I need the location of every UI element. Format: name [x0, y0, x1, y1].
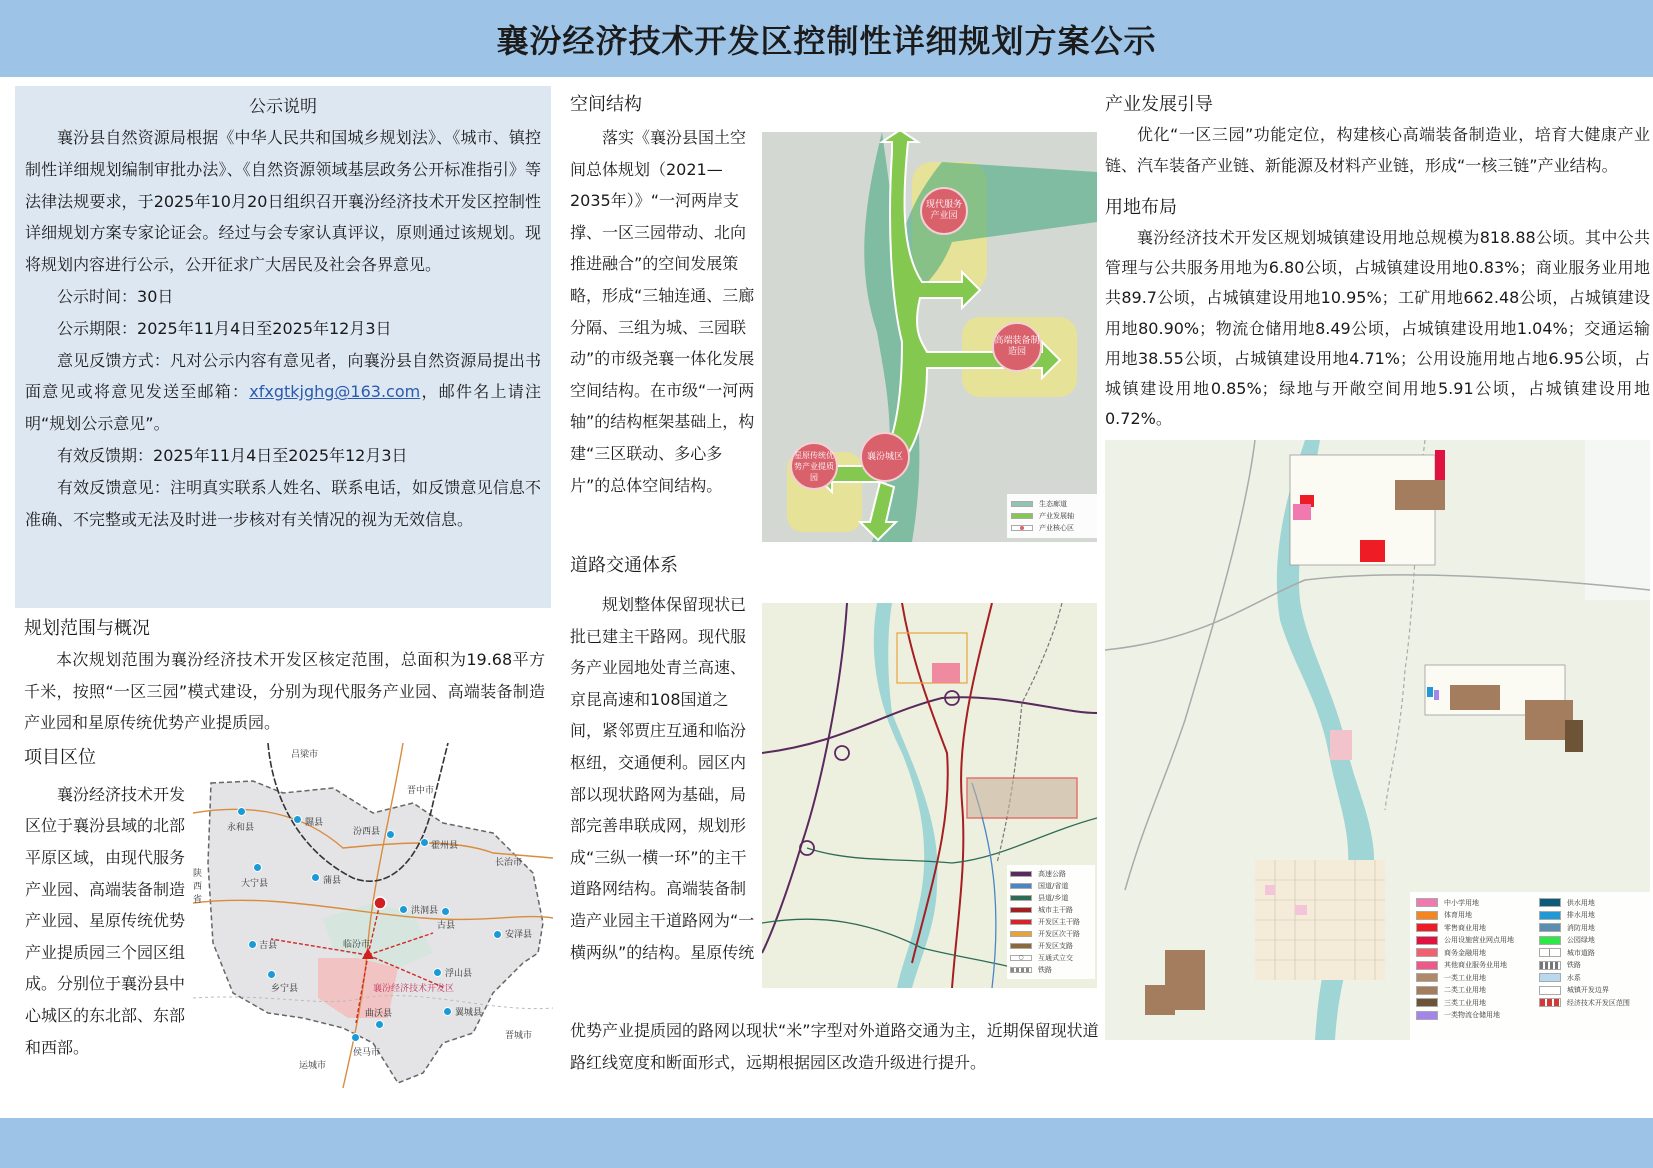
legend-swatch — [1010, 883, 1032, 889]
email-link[interactable]: xfxgtkjghg@163.com — [249, 382, 421, 402]
county-label: 吉县 — [259, 940, 278, 951]
city-label: 吕梁市 — [291, 749, 319, 760]
landuse-title: 用地布局 — [1105, 197, 1177, 218]
notice-title: 公示说明 — [249, 97, 317, 117]
scope-section — [15, 614, 545, 739]
legend-label: 体育用地 — [1444, 911, 1472, 920]
county-label: 安泽县 — [505, 929, 533, 940]
location-section — [15, 743, 552, 1088]
legend-item — [1416, 996, 1529, 1009]
legend-item — [1011, 498, 1093, 510]
legend-label: 开发区次干路 — [1038, 930, 1080, 938]
legend-label: 消防用地 — [1566, 923, 1595, 932]
county-label: 浮山县 — [445, 968, 473, 979]
legend-item — [1416, 934, 1529, 947]
notice-valid-opinion: 有效反馈意见：注明真实联系人姓名、联系电话，如反馈意见信息不准确、不完整或无法及时进一步核对有关情况的视为无效信息。 — [25, 477, 541, 529]
county-dot — [237, 807, 246, 816]
legend-label: 城市道路 — [1566, 948, 1595, 957]
legend-swatch — [1416, 923, 1438, 932]
landuse-text: 襄汾经济技术开发区规划城镇建设用地总规模为818.88公顷。其中公共管理与公共服务用地为6.80公顷，占城镇建设用地0.83%；商业服务业用地共89.7公顷，占城镇建设用地10.95%；工矿用地662.48公顷，占城镇建设用地80.90%；物流仓储用地8.49公顷，占城镇建设用地1.04%；交通运输用地38.55公顷，占城镇建设用地4.71%；公用设施用地占地6.95公顷，占城镇建设用地0.85%；绿地与开敞空间用地5.91公顷，占城镇建设用地0.72%。 — [1105, 228, 1650, 429]
county-dot — [293, 815, 302, 824]
right-column — [1105, 86, 1650, 1040]
city-label-linfen: 临汾市 — [343, 939, 371, 950]
industry-text: 优化“一区三园”功能定位，构建核心高端装备制造业，培育大健康产业链、汽车装备产业链、新能源及材料产业链，形成“一核三链”产业结构。 — [1105, 125, 1650, 175]
legend-swatch — [1011, 525, 1033, 531]
legend-swatch — [1416, 898, 1438, 907]
legend-item — [1416, 959, 1529, 972]
legend-item — [1416, 896, 1529, 909]
legend-label: 三类工业用地 — [1444, 998, 1486, 1007]
legend-label: 生态廊道 — [1039, 500, 1067, 508]
legend-label: 其他商业服务业用地 — [1444, 961, 1507, 970]
location-map-graphic — [193, 743, 553, 1088]
county-dot — [443, 1007, 452, 1016]
road-network-map — [762, 603, 1097, 988]
industry-section — [1105, 90, 1650, 181]
city-road-icon — [1539, 948, 1561, 957]
county-dot — [267, 970, 276, 979]
road-text-side: 规划整体保留现状已批已建主干路网。现代服务产业园地处青兰高速、京昆高速和108国道之间，紧邻贾庄互通和临汾枢纽，交通便利。园区内部以现状路网为基础，局部完善串联成网，规划形成“三纵一横一环”的主干道路网结构。高端装备制造产业园主干道路网为“一横两纵”的结构。星原传统 — [570, 595, 755, 962]
railway-icon — [1539, 961, 1561, 970]
legend-item — [1539, 996, 1644, 1009]
legend-item — [1010, 916, 1092, 928]
location-map — [193, 743, 553, 1088]
landuse-legend-left — [1416, 896, 1529, 1036]
county-label: 隰县 — [305, 817, 324, 828]
county-label: 曲沃县 — [365, 1008, 393, 1019]
road-text-bottom: 优势产业提质园的路网以现状“米”字型对外道路交通为主，近期保留现状道路红线宽度和断面形式，远期根据园区改造升级进行提升。 — [570, 1021, 1099, 1072]
legend-swatch — [1010, 907, 1032, 913]
legend-item — [1010, 928, 1092, 940]
legend-item — [1011, 522, 1093, 534]
legend-swatch — [1539, 936, 1561, 945]
county-label: 大宁县 — [241, 878, 269, 889]
legend-label: 县道/乡道 — [1038, 894, 1069, 902]
city-label: 晋中市 — [407, 785, 435, 796]
interchange-icon: ○ — [1010, 955, 1032, 961]
county-dot — [420, 838, 429, 847]
legend-label: 经济技术开发区范围 — [1566, 998, 1630, 1007]
legend-item — [1010, 868, 1092, 880]
legend-swatch — [1010, 871, 1032, 877]
legend-swatch — [1416, 911, 1438, 920]
legend-swatch — [1416, 936, 1438, 945]
notice-duration — [25, 281, 541, 313]
legend-swatch — [1416, 961, 1438, 970]
landuse-legend-right — [1539, 896, 1644, 1036]
road-legend — [1007, 865, 1095, 979]
legend-item — [1010, 904, 1092, 916]
legend-label: 商务金融用地 — [1444, 948, 1486, 957]
legend-label: 公用设施营业网点用地 — [1444, 936, 1514, 945]
valid-period-value: 2025年11月4日至2025年12月3日 — [153, 445, 408, 465]
landuse-map — [1105, 440, 1650, 1040]
left-column — [15, 86, 552, 1088]
road-title: 道路交通体系 — [570, 555, 678, 576]
legend-label: 一类工业用地 — [1444, 973, 1486, 982]
legend-item — [1010, 940, 1092, 952]
road-section — [560, 551, 1100, 1081]
legend-item — [1416, 971, 1529, 984]
legend-swatch — [1539, 911, 1561, 920]
county-dot — [248, 940, 257, 949]
scope-title: 规划范围与概况 — [24, 618, 150, 639]
legend-swatch — [1416, 986, 1438, 995]
legend-swatch — [1010, 919, 1032, 925]
legend-label: 供水用地 — [1566, 898, 1595, 907]
legend-label: 水系 — [1566, 973, 1581, 982]
legend-label: 公园绿地 — [1566, 936, 1595, 945]
notice-paragraph: 襄汾县自然资源局根据《中华人民共和国城乡规划法》、《城市、镇控制性详细规划编制审批办法》、《自然资源领域基层政务公开标准指引》等法律法规要求，于2025年10月20日组织召开襄汾经济技术开发区控制性详细规划方案专家论证会。经过与会专家认真评议，原则通过该规划。现将规划内容进行公示，公开征求广大居民及社会各界意见。 — [25, 128, 541, 275]
county-dot — [399, 905, 408, 914]
legend-label: 高速公路 — [1038, 870, 1066, 878]
legend-item — [1539, 984, 1644, 997]
county-dot — [441, 907, 450, 916]
legend-label: 产业发展轴 — [1039, 512, 1074, 520]
node-high-end-equipment-park: 高端装备制造园 — [992, 322, 1042, 372]
valid-period-label: 有效反馈期： — [57, 445, 154, 465]
county-label: 翼城县 — [455, 1007, 483, 1018]
legend-label: 产业核心区 — [1039, 524, 1074, 532]
devzone-boundary-icon — [1539, 998, 1561, 1007]
legend-swatch — [1011, 513, 1033, 519]
county-dot — [386, 830, 395, 839]
city-label: 运城市 — [299, 1060, 327, 1071]
notice-period — [25, 313, 541, 345]
notice-valid-period — [25, 440, 541, 472]
location-title: 项目区位 — [24, 746, 96, 768]
county-dot — [351, 1033, 360, 1042]
county-label: 蒲县 — [323, 875, 342, 886]
legend-label: 一类物流仓储用地 — [1444, 1011, 1500, 1020]
legend-item — [1416, 909, 1529, 922]
city-label: 长治市 — [495, 857, 523, 868]
page-footer-band — [0, 1118, 1653, 1168]
legend-item — [1416, 921, 1529, 934]
legend-label: 排水用地 — [1566, 911, 1595, 920]
legend-item — [1010, 952, 1092, 964]
legend-label: 二类工业用地 — [1444, 986, 1486, 995]
county-label: 霍州县 — [431, 840, 459, 851]
county-label: 侯马市 — [353, 1047, 381, 1058]
boundary-icon — [1539, 986, 1561, 995]
legend-item — [1416, 984, 1529, 997]
page-header — [0, 0, 1653, 77]
legend-label: 开发区主干路 — [1038, 918, 1080, 926]
page-title: 襄汾经济技术开发区控制性详细规划方案公示 — [496, 21, 1157, 60]
location-text: 襄汾经济技术开发区位于襄汾县域的北部平原区域，由现代服务产业园、高端装备制造产业园、星原传统优势产业提质园三个园区组成。分别位于襄汾县中心城区的东北部、东部和西部。 — [25, 784, 186, 1057]
water-icon — [1539, 973, 1561, 982]
node-xiangfen-urban-area: 襄汾城区 — [860, 432, 910, 482]
legend-item — [1010, 892, 1092, 904]
legend-item — [1539, 896, 1644, 909]
middle-column — [560, 86, 1100, 1081]
industry-title: 产业发展引导 — [1105, 94, 1213, 115]
legend-label: 铁路 — [1038, 966, 1052, 974]
county-dot — [375, 1020, 384, 1029]
notice-feedback-method — [25, 345, 541, 440]
node-modern-service-park: 现代服务产业园 — [920, 187, 968, 235]
legend-swatch — [1416, 948, 1438, 957]
province-label: 陕西省 — [193, 868, 203, 905]
devzone-label: 襄汾经济技术开发区 — [373, 983, 455, 994]
legend-item — [1011, 510, 1093, 522]
legend-label: 铁路 — [1566, 961, 1581, 970]
landuse-legend — [1410, 892, 1650, 1040]
legend-swatch — [1011, 501, 1033, 507]
spatial-section — [560, 86, 1100, 551]
legend-label: 国道/省道 — [1038, 882, 1069, 890]
legend-label: 零售商业用地 — [1444, 923, 1486, 932]
legend-swatch — [1416, 998, 1438, 1007]
county-label: 乡宁县 — [271, 983, 299, 994]
notice-box — [15, 86, 551, 608]
duration-value: 30日 — [137, 286, 174, 306]
spatial-title: 空间结构 — [570, 94, 642, 115]
county-label: 永和县 — [227, 822, 255, 833]
landuse-section — [1105, 193, 1650, 434]
legend-item — [1010, 964, 1092, 976]
legend-label: 开发区支路 — [1038, 942, 1073, 950]
legend-swatch — [1539, 898, 1561, 907]
legend-label: 城镇开发边界 — [1566, 986, 1609, 995]
legend-item — [1539, 909, 1644, 922]
county-dot — [433, 968, 442, 977]
county-dot — [493, 930, 502, 939]
legend-item — [1539, 959, 1644, 972]
spatial-text: 落实《襄汾县国土空间总体规划（2021—2035年）》“一河两岸支撑、一区三园带动、北向推进融合”的空间发展策略，形成“三轴连通、三廊分隔、三组为城、三园联动”的市级尧襄一体化发展空间结构。在市级“一河两轴”的结构框架基础上，构建“三区联动、多心多片”的总体空间结构。 — [570, 128, 755, 495]
county-dot — [311, 873, 320, 882]
legend-item — [1539, 934, 1644, 947]
railway-icon — [1010, 967, 1032, 973]
scope-text: 本次规划范围为襄汾经济技术开发区核定范围，总面积为19.68平方千米，按照“一区三园”模式建设，分别为现代服务产业园、高端装备制造产业园和星原传统优势产业提质园。 — [24, 650, 545, 733]
legend-swatch — [1539, 923, 1561, 932]
legend-label: 城市主干路 — [1038, 906, 1073, 914]
legend-item — [1416, 946, 1529, 959]
legend-swatch — [1416, 1011, 1438, 1020]
legend-swatch — [1010, 895, 1032, 901]
period-value: 2025年11月4日至2025年12月3日 — [137, 318, 392, 338]
legend-item — [1539, 971, 1644, 984]
legend-item — [1010, 880, 1092, 892]
county-label: 古县 — [437, 920, 456, 931]
legend-swatch — [1416, 973, 1438, 982]
node-xingyuan-park: 星原传统优势产业提质园 — [790, 442, 838, 490]
legend-swatch — [1010, 931, 1032, 937]
legend-swatch — [1010, 943, 1032, 949]
county-dot — [253, 863, 262, 872]
legend-label: 中小学用地 — [1444, 898, 1479, 907]
county-label: 洪洞县 — [411, 905, 439, 916]
feedback-method-suffix: ，邮件名上请注明“规划公示意见”。 — [25, 382, 541, 434]
feedback-method-text: 意见反馈方式：凡对公示内容有意见者，向襄汾县自然资源局提出书面意见或将意见发送至邮箱： — [25, 350, 541, 402]
legend-label: 互通式立交 — [1038, 954, 1073, 962]
spatial-structure-map — [762, 132, 1097, 542]
period-label: 公示期限： — [57, 318, 138, 338]
legend-item — [1539, 921, 1644, 934]
city-label: 晋城市 — [505, 1030, 533, 1041]
county-label: 汾西县 — [353, 826, 381, 837]
duration-label: 公示时间： — [57, 286, 138, 306]
legend-item — [1416, 1009, 1529, 1022]
structure-legend — [1007, 494, 1097, 538]
legend-item — [1539, 946, 1644, 959]
